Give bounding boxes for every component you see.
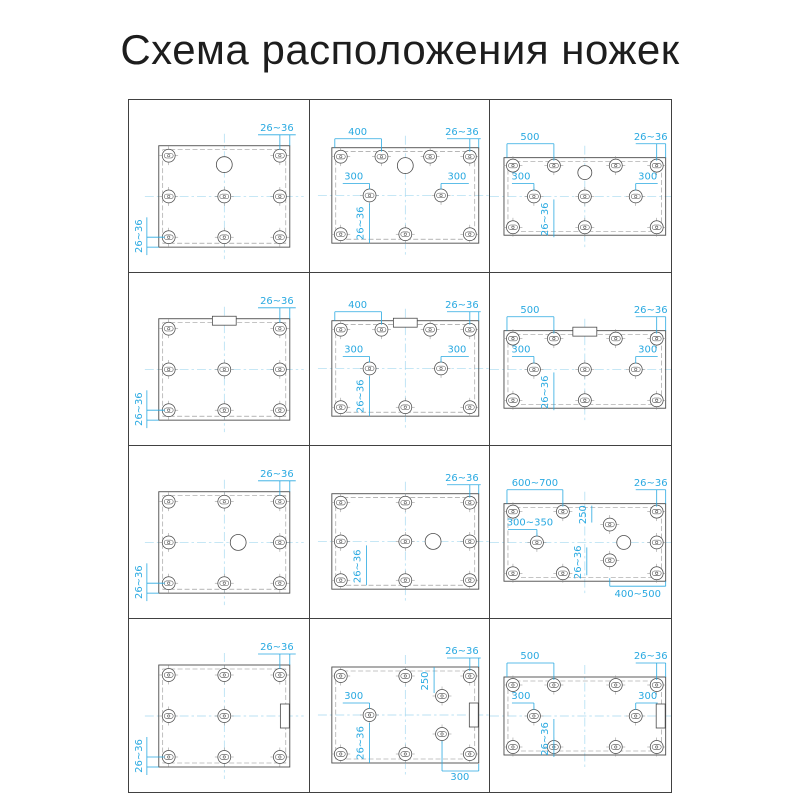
dimension-label: 300	[511, 171, 531, 183]
leg-layout-drawing	[129, 100, 309, 272]
dimension-label: 300	[343, 690, 363, 703]
diagram-cell-r1c2	[310, 100, 491, 273]
leg-layout-drawing	[490, 619, 671, 792]
dimension-lines	[507, 490, 666, 586]
drain-circle	[216, 157, 232, 173]
diagram-cell-r3c3	[490, 446, 671, 619]
dimension-label: 26~36	[133, 565, 145, 600]
dimension-label: 250	[578, 505, 590, 525]
dimension-label: 600~700	[512, 477, 559, 489]
drain-slot-side	[469, 703, 478, 727]
leg-layout-drawing	[310, 446, 490, 618]
diagram-grid	[128, 99, 672, 793]
diagram-cell-r4c2	[310, 619, 491, 792]
leg-layout-drawing	[129, 619, 309, 792]
drain-circle	[397, 158, 413, 174]
leg-layout-drawing	[490, 446, 671, 618]
drain-slot-side	[657, 704, 666, 728]
dimension-label: 26~36	[355, 726, 367, 760]
drain-slot-top	[573, 327, 597, 336]
leg-layout-drawing	[310, 273, 490, 445]
diagram-cell-r2c2	[310, 273, 491, 446]
drain-circle	[617, 535, 631, 549]
diagram-cell-r2c1	[129, 273, 310, 446]
dimension-label: 500	[520, 650, 540, 663]
diagram-cell-r3c2	[310, 446, 491, 619]
dimension-label: 26~36	[355, 206, 367, 241]
drain-circle	[425, 533, 441, 549]
dimension-label: 26~36	[352, 549, 364, 584]
dimension-label: 26~36	[540, 722, 552, 756]
dimension-label: 26~36	[133, 392, 145, 427]
dimension-label: 26~36	[444, 472, 479, 484]
dimension-label: 400	[347, 299, 367, 311]
drain-circle	[230, 534, 246, 550]
dimension-label: 26~36	[634, 131, 668, 143]
dimension-label: 26~36	[444, 299, 479, 311]
diagram-cell-r1c1	[129, 100, 310, 273]
dimension-label: 300	[447, 171, 467, 183]
drain-slot-top	[212, 316, 236, 325]
diagram-cell-r1c3	[490, 100, 671, 273]
dimension-label: 26~36	[540, 375, 552, 410]
dimension-label: 26~36	[540, 202, 552, 237]
dimension-label: 300	[511, 344, 531, 356]
dimension-label: 26~36	[355, 379, 367, 414]
dimension-label: 300	[638, 690, 658, 703]
dimension-label: 300	[511, 690, 531, 703]
leg-layout-drawing	[310, 619, 490, 792]
leg-layout-drawing	[129, 273, 309, 445]
dimension-label: 250	[419, 671, 431, 691]
dimension-label: 300	[343, 171, 363, 183]
dimension-label: 300	[343, 344, 363, 356]
dimension-label: 300	[638, 171, 658, 183]
dimension-label: 26~36	[634, 477, 668, 489]
dimension-label: 500	[520, 131, 540, 143]
page-title: Схема расположения ножек	[120, 26, 680, 73]
dimension-label: 300~350	[507, 517, 554, 529]
dimension-label: 26~36	[573, 545, 585, 580]
diagram-cell-r4c1	[129, 619, 310, 792]
dimension-label: 400	[347, 126, 367, 138]
diagram-cell-r2c3	[490, 273, 671, 446]
diagram-cell-r3c1	[129, 446, 310, 619]
dimension-label: 26~36	[260, 295, 294, 307]
dimension-label: 26~36	[634, 304, 668, 316]
dimension-label: 300	[447, 344, 467, 356]
leg-layout-drawing	[490, 100, 671, 272]
dimension-label: 26~36	[444, 126, 479, 138]
drain-slot-side	[280, 704, 289, 728]
dimension-label: 26~36	[260, 468, 294, 480]
dimension-label: 26~36	[260, 122, 294, 134]
leg-layout-drawing	[310, 100, 490, 272]
dimension-label: 500	[520, 304, 540, 316]
dimension-label: 300	[638, 344, 658, 356]
drain-slot-top	[393, 318, 417, 327]
diagram-cell-r4c3	[490, 619, 671, 792]
dimension-label: 400~500	[614, 589, 662, 601]
dimension-label: 26~36	[444, 645, 479, 658]
dimension-label: 26~36	[133, 219, 145, 254]
dimension-label: 26~36	[133, 739, 145, 773]
drain-circle	[578, 166, 592, 180]
dimension-label: 26~36	[260, 641, 294, 654]
dimension-label: 26~36	[634, 650, 668, 663]
dimension-label: 300	[450, 771, 470, 784]
leg-layout-drawing	[129, 446, 309, 618]
leg-layout-drawing	[490, 273, 671, 445]
